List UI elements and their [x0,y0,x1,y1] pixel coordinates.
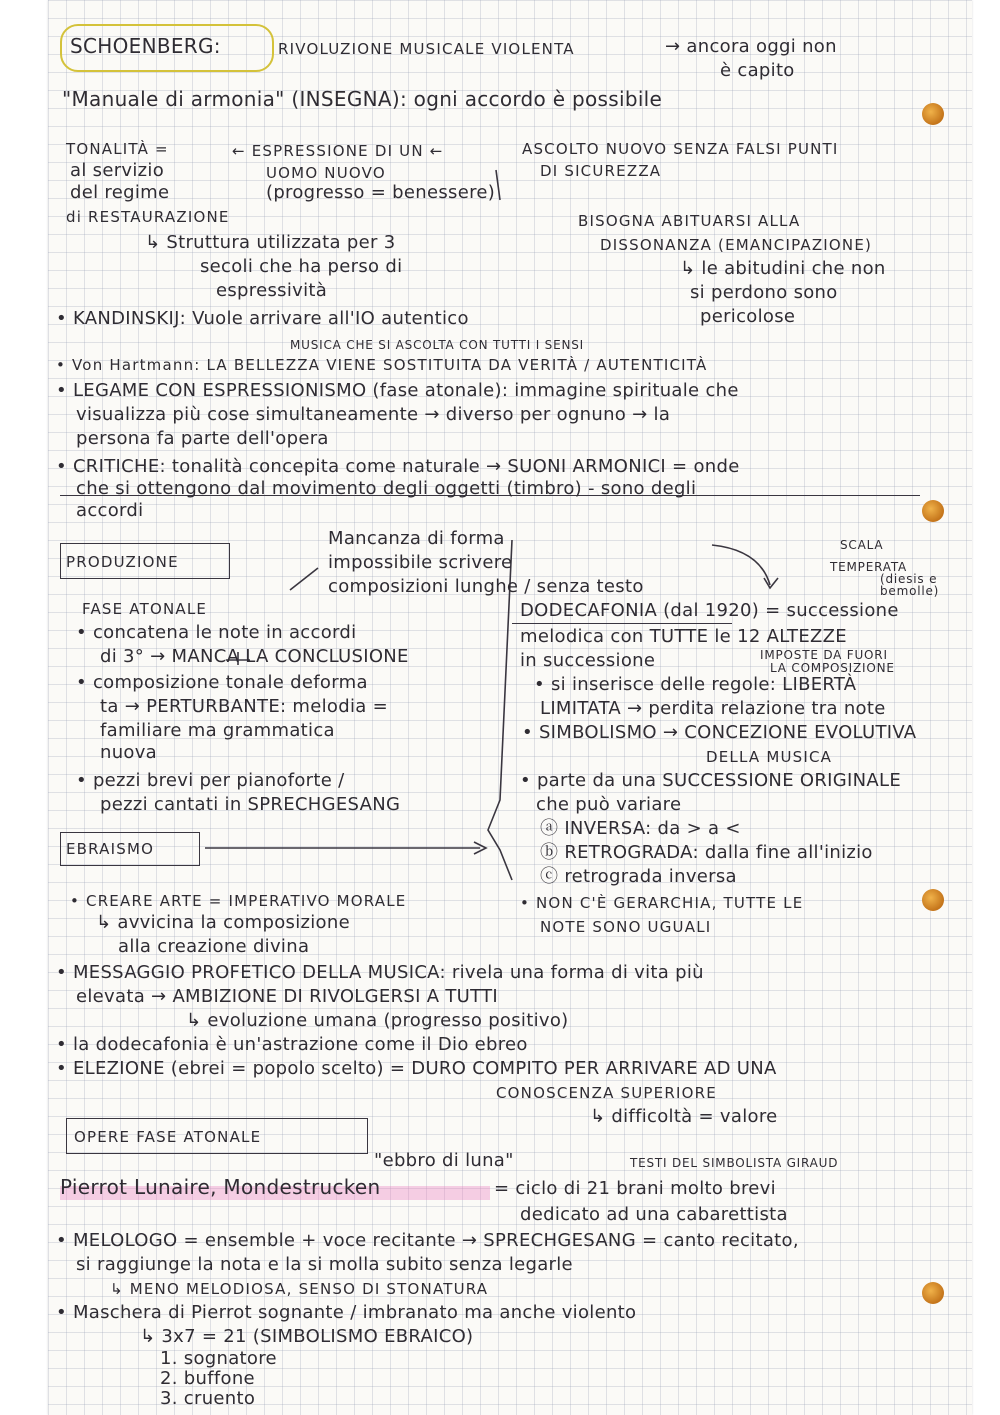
ebraismo-1b: ↳ avvicina la composizione [96,912,350,933]
mancanza-3: composizioni lunghe / senza testo [328,576,644,597]
manuale-line: "Manuale di armonia" (INSEGNA): ogni accordo è possibile [62,87,663,111]
legame-line-3: persona fa parte dell'opera [76,428,329,449]
struttura-2: secoli che ha perso di [200,256,403,277]
punch-hole-3 [922,889,944,911]
dodeca-2: melodica con TUTTE le 12 ALTEZZE [520,626,847,647]
ebraismo-4c: ↳ difficoltà = valore [590,1106,778,1127]
pierrot-title: Pierrot Lunaire, Mondestrucken [60,1175,381,1199]
dodeca-d3b: che può variare [536,794,682,815]
legame-line-2: visualizza più cose simultaneamente → diverso per ognuno → la [76,404,671,425]
imposte-2: LA COMPOSIZIONE [770,661,895,675]
dodeca-d3a: • parte da una SUCCESSIONE ORIGINALE [520,770,902,791]
dodeca-d2a: • SIMBOLISMO → CONCEZIONE EVOLUTIVA [522,722,917,743]
struttura-3: espressività [216,280,328,301]
punch-hole-2 [922,500,944,522]
critiche-line-2: che si ottengono dal movimento degli oggetti (timbro) - sono degli [76,478,697,499]
espressione-1: ← ESPRESSIONE DI UN ← [232,142,444,160]
scala-3: (diesis e [880,572,938,586]
fase-2c: familiare ma grammatica [100,720,335,741]
ebraismo-1c: alla creazione divina [118,936,310,957]
espressione-3: (progresso = benessere) [266,182,496,203]
ebraismo-1a: • CREARE ARTE = IMPERATIVO MORALE [70,892,407,910]
punch-hole-1 [922,103,944,125]
title: SCHOENBERG: [70,34,221,58]
dodeca-d2b: DELLA MUSICA [706,748,833,766]
header-note-1: → ancora oggi non [665,36,837,57]
maschera-line: • Maschera di Pierrot sognante / imbranato ma anche violento [56,1302,637,1323]
fase-1a: • concatena le note in accordi [76,622,357,643]
dodeca-d3d: ⓑ RETROGRADA: dalla fine all'inizio [540,842,873,863]
espressione-2: UOMO NUOVO [266,164,386,182]
fase-3a: • pezzi brevi per pianoforte / [76,770,345,791]
fase-atonale-label: FASE ATONALE [82,600,208,618]
dodeca-d3e: ⓒ retrograda inversa [540,866,737,887]
dodecafonia-underline [512,623,732,624]
kandinskij-sub: MUSICA CHE SI ASCOLTA CON TUTTI I SENSI [290,338,584,352]
hartmann-line: • Von Hartmann: LA BELLEZZA VIENE SOSTITUITA DA VERITÀ / AUTENTICITÀ [56,356,708,374]
mancanza-2: impossibile scrivere [328,552,513,573]
ebraismo-2b: elevata → AMBIZIONE DI RIVOLGERSI A TUTTI [76,986,498,1007]
ascolto-1: ASCOLTO NUOVO SENZA FALSI PUNTI [522,140,839,158]
fase-2d: nuova [100,742,158,763]
list-item-3: 3. cruento [160,1388,256,1409]
fase-2b: ta → PERTURBANTE: melodia = [100,696,388,717]
kandinskij-line: • KANDINSKIJ: Vuole arrivare all'IO autentico [56,308,469,329]
bisogna-1: BISOGNA ABITUARSI ALLA [578,212,801,230]
list-item-2: 2. buffone [160,1368,255,1389]
testi-note: TESTI DEL SIMBOLISTA GIRAUD [630,1156,839,1170]
tonalita-1: TONALITÀ = [66,140,169,158]
opere-label: OPERE FASE ATONALE [74,1128,262,1146]
meno-line: ↳ MENO MELODIOSA, SENSO DI STONATURA [110,1280,489,1298]
fase-3b: pezzi cantati in SPRECHGESANG [100,794,401,815]
dedicato-line: dedicato ad una cabarettista [520,1204,788,1225]
subtitle: RIVOLUZIONE MUSICALE VIOLENTA [278,40,575,58]
scala-2: TEMPERATA [830,560,908,574]
abitudini-2: si perdono sono [690,282,838,303]
punch-hole-4 [922,1282,944,1304]
critiche-line-1: • CRITICHE: tonalità concepita come naturale → SUONI ARMONICI = onde [56,456,740,477]
melologo-line: • MELOLOGO = ensemble + voce recitante → SPRECHGESANG = canto recitato, [56,1230,799,1251]
list-item-1: 1. sognatore [160,1348,277,1369]
ebraismo-4a: • ELEZIONE (ebrei = popolo scelto) = DURO COMPITO PER ARRIVARE AD UNA [56,1058,777,1079]
tonalita-2: al servizio [70,160,165,181]
raggiunge-line: si raggiunge la nota e la si molla subito senza legarle [76,1254,573,1275]
scala-4: bemolle) [880,584,940,598]
ebraismo-2a: • MESSAGGIO PROFETICO DELLA MUSICA: rivela una forma di vita più [56,962,704,983]
imposte-1: IMPOSTE DA FUORI [760,648,888,662]
fase-2a: • composizione tonale deforma [76,672,368,693]
dodeca-d3c: ⓐ INVERSA: da > a < [540,818,741,839]
ebbro-note: "ebbro di luna" [374,1150,514,1171]
ebraismo-label: EBRAISMO [66,840,155,858]
ascolto-2: DI SICUREZZA [540,162,662,180]
struttura-1: ↳ Struttura utilizzata per 3 [145,232,396,253]
produzione-label: PRODUZIONE [66,553,179,571]
dodeca-d4b: NOTE SONO UGUALI [540,918,712,936]
legame-line-1: • LEGAME CON ESPRESSIONISMO (fase atonale): immagine spirituale che [56,380,739,401]
critiche-line-3: accordi [76,500,144,521]
dodeca-d4a: • NON C'È GERARCHIA, TUTTE LE [520,894,804,912]
scala-1: SCALA [840,538,884,552]
abitudini-1: ↳ le abitudini che non [680,258,886,279]
simbolismo-line: ↳ 3x7 = 21 (SIMBOLISMO EBRAICO) [140,1326,474,1347]
pierrot-rest: = ciclo di 21 brani molto brevi [494,1178,776,1199]
dodeca-d1a: • si inserisce delle regole: LIBERTÀ [534,674,857,695]
header-note-2: è capito [720,60,795,81]
tonalita-4: di RESTAURAZIONE [66,208,230,226]
fase-1b: di 3° → MANCA LA CONCLUSIONE [100,646,409,667]
dodeca-1: DODECAFONIA (dal 1920) = successione [520,600,899,621]
ebraismo-4b: CONOSCENZA SUPERIORE [496,1084,717,1102]
mancanza-1: Mancanza di forma [328,528,505,549]
ebraismo-2c: ↳ evoluzione umana (progresso positivo) [186,1010,569,1031]
bisogna-2: DISSONANZA (EMANCIPAZIONE) [600,236,873,254]
dodeca-3: in successione [520,650,656,671]
abitudini-3: pericolose [700,306,796,327]
ebraismo-3: • la dodecafonia è un'astrazione come il Dio ebreo [56,1034,528,1055]
dodeca-d1b: LIMITATA → perdita relazione tra note [540,698,886,719]
tonalita-3: del regime [70,182,170,203]
